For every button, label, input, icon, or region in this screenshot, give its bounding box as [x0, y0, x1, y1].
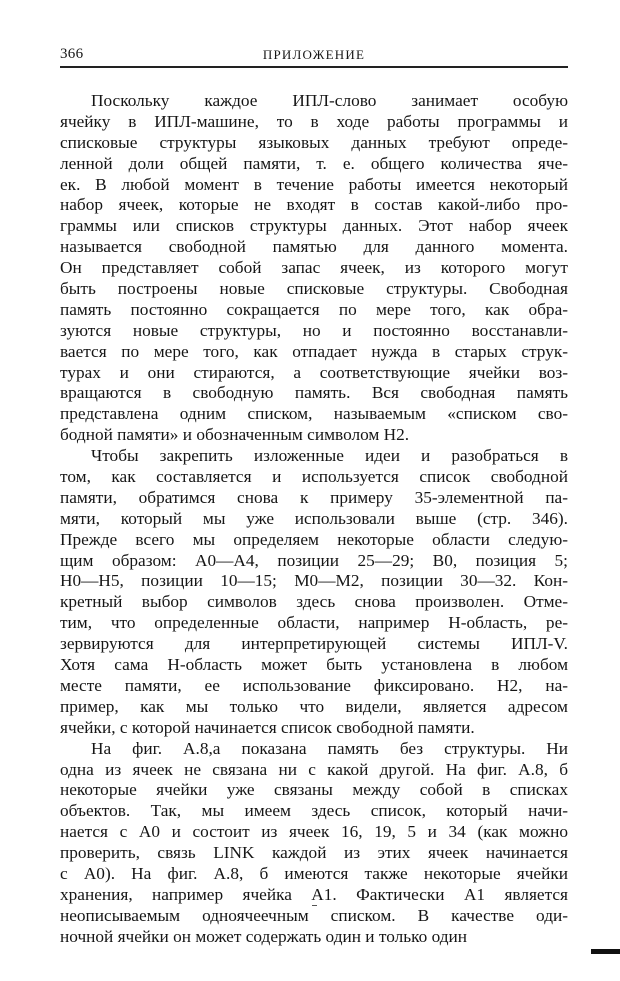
text-line: неописываемым одноячеечным списком. В качестве оди- [60, 905, 568, 925]
text-line: ячейку в ИПЛ-машине, то в ходе работы программы и [60, 111, 568, 131]
text-line: ночной ячейки он может содержать один и только один [60, 926, 468, 946]
paragraph [60, 446, 568, 738]
text-line: H0—H5, позиции 10—15; M0—M2, позиции 30—32. Кон- [60, 571, 568, 591]
text-line: вращаются в свободную память. Вся свободная память [60, 383, 568, 403]
text-line: некоторые ячейки уже связаны между собой в списках [60, 780, 568, 800]
text-line: турах и они стираются, а соответствующие ячейки воз- [60, 362, 568, 382]
text-line: хранения, например ячейка A1. Фактически A1 является [60, 884, 568, 904]
text-line: бодной памяти» и обозначенным символом H2. [60, 425, 410, 445]
printing-speck [312, 905, 317, 906]
text-line: нается с A0 и состоит из ячеек 16, 19, 5 и 34 (как можно [60, 822, 568, 842]
text-line: быть построены новые списковые структуры. Свободная [60, 279, 568, 299]
text-line: граммы или списков структуры данных. Этот набор ячеек [60, 216, 568, 236]
text-line: Прежде всего мы определяем некоторые области следую- [60, 529, 568, 549]
page-header [60, 46, 568, 68]
text-line: вается по мере того, как отпадает нужда в старых струк- [60, 341, 568, 361]
text-line: На фиг. A.8,а показана память без структуры. Ни [91, 738, 568, 758]
text-line: память постоянно сокращается по мере того, как обра- [60, 299, 568, 319]
text-line: кретный выбор символов здесь снова произволен. Отме- [60, 592, 568, 612]
page-number: 366 [60, 46, 84, 62]
text-line: набор ячеек, которые не входят в состав какой-либо про- [60, 195, 568, 215]
text-line: памяти, обратимся снова к примеру 35-элементной па- [60, 487, 568, 507]
text-line: называется свободной памятью для данного момента. [60, 237, 568, 257]
text-line: Поскольку каждое ИПЛ-слово занимает особую [91, 91, 568, 110]
paragraph [60, 739, 568, 948]
text-line: Чтобы закрепить изложенные идеи и разобраться в [91, 446, 568, 466]
text-line: Хотя сама H-область может быть установлена в любом [60, 655, 568, 675]
paragraph [60, 91, 568, 446]
text-line: тим, что определенные области, например H-область, ре- [60, 613, 568, 633]
text-line: проверить, связь LINK каждой из этих ячеек начинается [60, 843, 568, 863]
text-line: одна из ячеек не связана ни с какой другой. На фиг. A.8, б [60, 759, 568, 779]
edge-mark [591, 949, 620, 954]
text-line: месте памяти, ее использование фиксировано. H2, на- [60, 675, 568, 695]
text-line: с A0). На фиг. A.8, б имеются также некоторые ячейки [60, 863, 568, 883]
text-line: зуются новые структуры, но и постоянно восстанавли- [60, 320, 568, 340]
text-line: Он представляет собой запас ячеек, из которого могут [60, 258, 568, 278]
text-line: списковые структуры языковых данных требуют опреде- [60, 132, 568, 152]
text-line: объектов. Так, мы имеем здесь список, который начи- [60, 801, 568, 821]
text-line: представлена одним списком, называемым «списком сво- [60, 404, 568, 424]
text-line: мяти, который мы уже использовали выше (стр. 346). [60, 508, 568, 528]
text-line: пример, как мы только что видели, является адресом [60, 696, 568, 716]
text-line: том, как составляется и используется список свободной [60, 467, 568, 487]
text-line: ек. В любой момент в течение работы имеется некоторый [60, 174, 568, 194]
text-line: щим образом: A0—A4, позиции 25—29; B0, позиция 5; [60, 550, 568, 570]
body-text [60, 91, 568, 948]
text-line: ленной доли общей памяти, т. е. общего количества яче- [60, 153, 568, 173]
text-line: ячейки, с которой начинается список свободной памяти. [60, 717, 475, 737]
text-line: зервируются для интерпретирующей системы ИПЛ-V. [60, 634, 568, 654]
running-title: ПРИЛОЖЕНИЕ [262, 47, 366, 62]
